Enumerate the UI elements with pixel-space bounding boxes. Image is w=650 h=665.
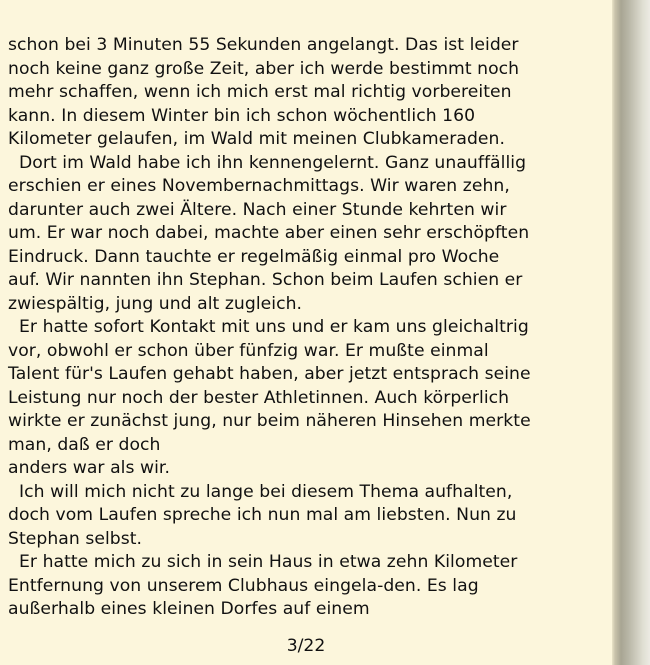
page-edge-shadow (612, 0, 650, 665)
text-line: auf. Wir nannten ihn Stephan. Schon beim Laufen schien er (8, 270, 523, 290)
text-line: kann. In diesem Winter bin ich schon wöchentlich 160 (8, 105, 476, 126)
text-line: man, daß er doch (8, 434, 161, 455)
text-line: doch vom Laufen spreche ich nun mal am liebsten. Nun zu (8, 505, 517, 525)
text-line: außerhalb eines kleinen Dorfes auf einem (8, 599, 370, 619)
text-line: Entfernung von unserem Clubhaus eingela-den. Es lag (8, 575, 479, 596)
text-line: Dort im Wald habe ich ihn kennengelernt. Ganz unauffällig (8, 152, 527, 173)
text-line: wirkte er zunächst jung, nur beim näheren Hinsehen merkte (8, 411, 531, 431)
text-line: noch keine ganz große Zeit, aber ich werde bestimmt noch (8, 58, 520, 79)
text-line: Er hatte sofort Kontakt mit uns und er kam uns gleichaltrig (8, 317, 529, 337)
text-line: Ich will mich nicht zu lange bei diesem Thema aufhalten, (8, 481, 513, 502)
text-line: Kilometer gelaufen, im Wald mit meinen Clubkameraden. (8, 129, 505, 149)
text-line: schon bei 3 Minuten 55 Sekunden angelangt. Das ist leider (8, 35, 519, 55)
text-line: vor, obwohl er schon über fünfzig war. Er mußte einmal (8, 340, 489, 361)
text-line: Er hatte mich zu sich in sein Haus in etwa zehn Kilometer (8, 552, 518, 572)
text-line: um. Er war noch dabei, machte aber einen sehr erschöpften (8, 223, 530, 243)
text-line: erschien er eines Novembernachmittags. Wir waren zehn, (8, 176, 510, 196)
text-line: Eindruck. Dann tauchte er regelmäßig einmal pro Woche (8, 246, 500, 267)
text-line: Talent für's Laufen gehabt haben, aber jetzt entsprach seine (8, 364, 531, 384)
page-text (8, 34, 608, 622)
text-line: anders war als wir. (8, 458, 170, 478)
text-line: Stephan selbst. (8, 528, 143, 549)
text-line: Leistung nur noch der bester Athletinnen. Auch körperlich (8, 387, 510, 408)
page-indicator: 3/22 (286, 636, 326, 656)
text-line: darunter auch zwei Ältere. Nach einer Stunde kehrten wir (8, 199, 507, 220)
text-line: zwiespältig, jung und alt zugleich. (8, 293, 303, 314)
text-line: mehr schaffen, wenn ich mich erst mal richtig vorbereiten (8, 82, 512, 102)
